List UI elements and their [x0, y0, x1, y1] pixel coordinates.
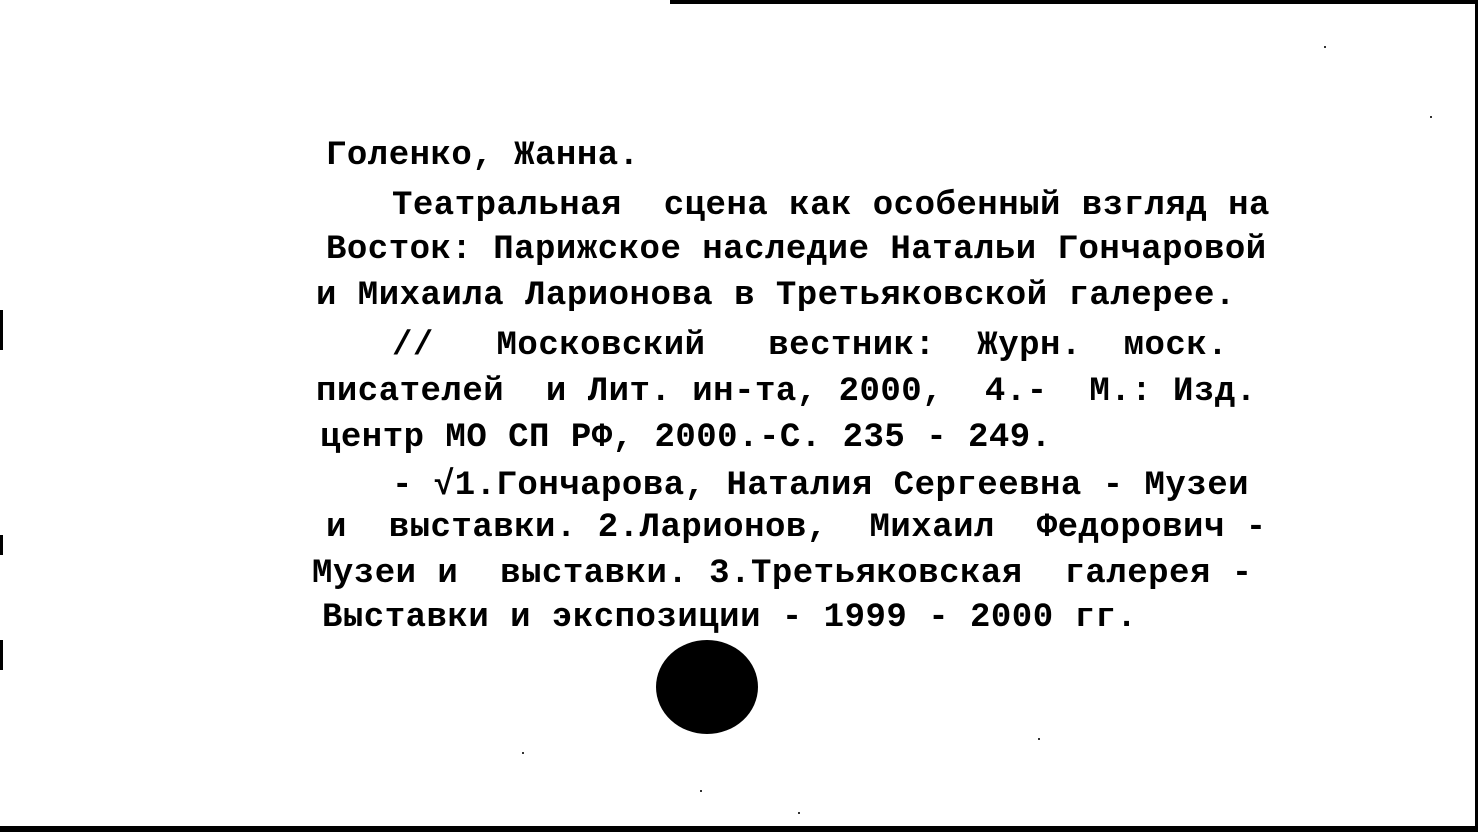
- scan-speck: [798, 812, 800, 814]
- scan-border-bottom: [0, 826, 1478, 832]
- scan-mark: [0, 310, 3, 350]
- source-line-1: // Московский вестник: Журн. моск.: [392, 327, 1229, 365]
- source-line-2: писателей и Лит. ин-та, 2000, 4.- М.: Изд.: [316, 373, 1257, 411]
- scan-speck: [522, 752, 524, 754]
- scan-mark: [0, 535, 3, 555]
- subject-line-2: и выставки. 2.Ларионов, Михаил Федорович -: [326, 509, 1267, 547]
- title-line-3: и Михаила Ларионова в Третьяковской галерее.: [316, 277, 1236, 315]
- title-line-2: Восток: Парижское наследие Натальи Гончаровой: [326, 231, 1267, 269]
- scan-border-top: [670, 0, 1478, 4]
- scan-speck: [1324, 46, 1326, 48]
- scan-speck: [1430, 116, 1432, 118]
- source-line-3: центр МО СП РФ, 2000.-С. 235 - 249.: [320, 419, 1052, 457]
- subject-line-1: - √1.Гончарова, Наталия Сергеевна - Музеи: [392, 467, 1250, 505]
- title-line-1: Театральная сцена как особенный взгляд на: [392, 187, 1270, 225]
- subject-line-4: Выставки и экспозиции - 1999 - 2000 гг.: [322, 599, 1138, 637]
- scan-speck: [1038, 738, 1040, 740]
- author-heading: Голенко, Жанна.: [326, 137, 640, 175]
- subject-line-3: Музеи и выставки. 3.Третьяковская галерея -: [312, 555, 1253, 593]
- scan-mark: [0, 640, 3, 670]
- punch-hole: [656, 640, 758, 734]
- scan-speck: [700, 790, 702, 792]
